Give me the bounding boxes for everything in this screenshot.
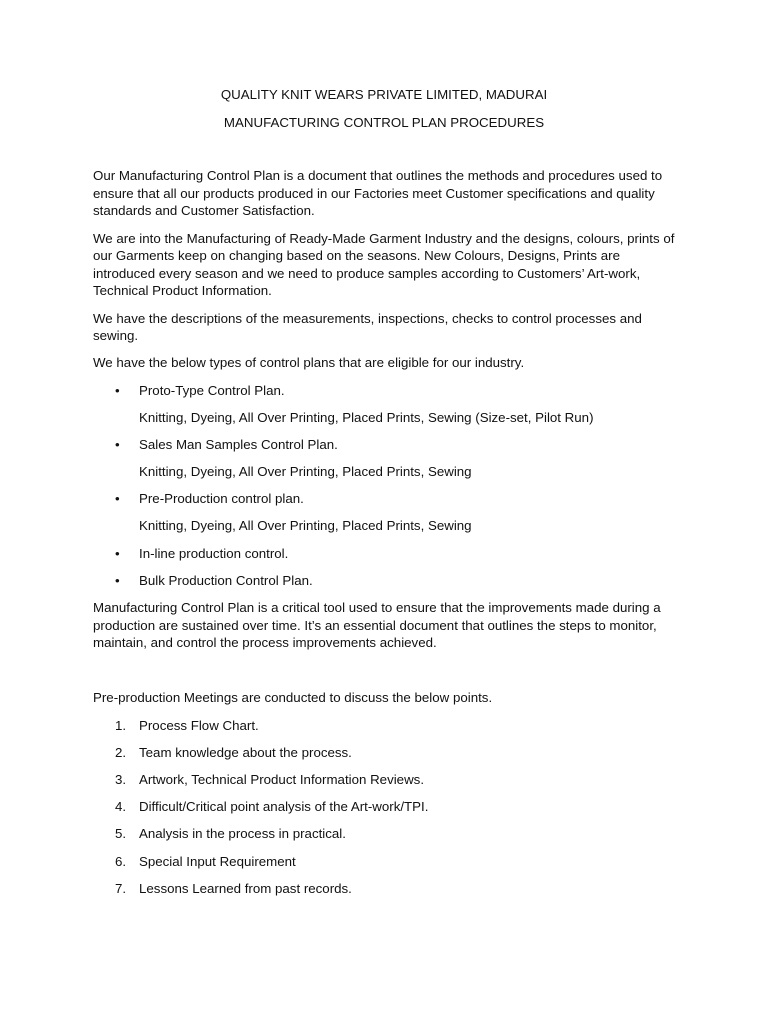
bullet-icon: • — [115, 491, 120, 507]
bullet-icon: • — [115, 545, 120, 561]
meeting-point-text: Special Input Requirement — [139, 853, 296, 869]
meeting-point — [93, 717, 675, 735]
list-number: 7. — [115, 880, 127, 896]
intro-paragraph: We have the below types of control plans that are eligible for our industry. — [93, 355, 525, 371]
meeting-point — [93, 798, 675, 816]
meeting-point-text: Process Flow Chart. — [139, 717, 259, 733]
control-plan-item — [93, 436, 675, 454]
control-plan-detail: Knitting, Dyeing, All Over Printing, Placed Prints, Sewing — [139, 518, 472, 534]
control-plan-list — [93, 436, 675, 454]
meeting-points-list — [93, 717, 675, 898]
control-plan-label: Bulk Production Control Plan. — [139, 572, 313, 588]
control-plan-list — [93, 545, 675, 590]
list-number: 6. — [115, 853, 127, 869]
meeting-point-text: Team knowledge about the process. — [139, 744, 352, 760]
meeting-point-text: Difficult/Critical point analysis of the Art-work/TPI. — [139, 799, 429, 815]
meeting-point — [93, 771, 675, 789]
meeting-point — [93, 853, 675, 871]
list-number: 2. — [115, 744, 127, 760]
document-page — [93, 86, 675, 907]
section-spacer — [93, 661, 675, 689]
meeting-point-text: Analysis in the process in practical. — [139, 826, 346, 842]
meeting-point — [93, 825, 675, 843]
list-number: 1. — [115, 717, 127, 733]
bullet-icon: • — [115, 382, 120, 398]
control-plan-item — [93, 572, 675, 590]
list-number: 5. — [115, 826, 127, 842]
control-plan-item — [93, 382, 675, 400]
control-plan-list — [93, 490, 675, 508]
control-plan-label: Sales Man Samples Control Plan. — [139, 436, 338, 452]
intro-paragraph: We are into the Manufacturing of Ready-Made Garment Industry and the designs, colours, prints of our Garments keep on changing based on the seasons. New Colours, Designs, Prints are introduced every season and we need to produce samples according to Customers’ Art-work, Technical Product Information. — [93, 230, 675, 299]
control-plan-list — [93, 382, 675, 400]
list-number: 4. — [115, 799, 127, 815]
intro-paragraph: We have the descriptions of the measurements, inspections, checks to control processes and sewing. — [93, 310, 642, 344]
list-number: 3. — [115, 771, 127, 787]
document-title: MANUFACTURING CONTROL PLAN PROCEDURES — [223, 114, 545, 130]
summary-paragraph: Manufacturing Control Plan is a critical tool used to ensure that the improvements made during a production are sustained over time. It’s an essential document that outlines the steps to monitor, maintain, and control the process improvements achieved. — [93, 600, 661, 651]
control-plan-label: In-line production control. — [139, 545, 289, 561]
control-plan-label: Proto-Type Control Plan. — [139, 382, 285, 398]
meeting-point — [93, 744, 675, 762]
bullet-icon: • — [115, 572, 120, 588]
intro-paragraph: Our Manufacturing Control Plan is a document that outlines the methods and procedures used to ensure that all our products produced in our Factories meet Customer specifications and quality standards and Customer Satisfaction. — [93, 168, 663, 219]
meeting-intro: Pre-production Meetings are conducted to discuss the below points. — [93, 690, 493, 706]
meeting-point — [93, 880, 675, 898]
bullet-icon: • — [115, 436, 120, 452]
control-plan-item — [93, 545, 675, 563]
company-heading: QUALITY KNIT WEARS PRIVATE LIMITED, MADURAI — [220, 87, 548, 102]
control-plan-label: Pre-Production control plan. — [139, 491, 304, 507]
control-plan-detail: Knitting, Dyeing, All Over Printing, Placed Prints, Sewing (Size-set, Pilot Run) — [139, 409, 594, 425]
meeting-point-text: Lessons Learned from past records. — [139, 880, 352, 896]
control-plan-item — [93, 490, 675, 508]
meeting-point-text: Artwork, Technical Product Information Reviews. — [139, 771, 425, 787]
control-plan-detail: Knitting, Dyeing, All Over Printing, Placed Prints, Sewing — [139, 464, 472, 480]
